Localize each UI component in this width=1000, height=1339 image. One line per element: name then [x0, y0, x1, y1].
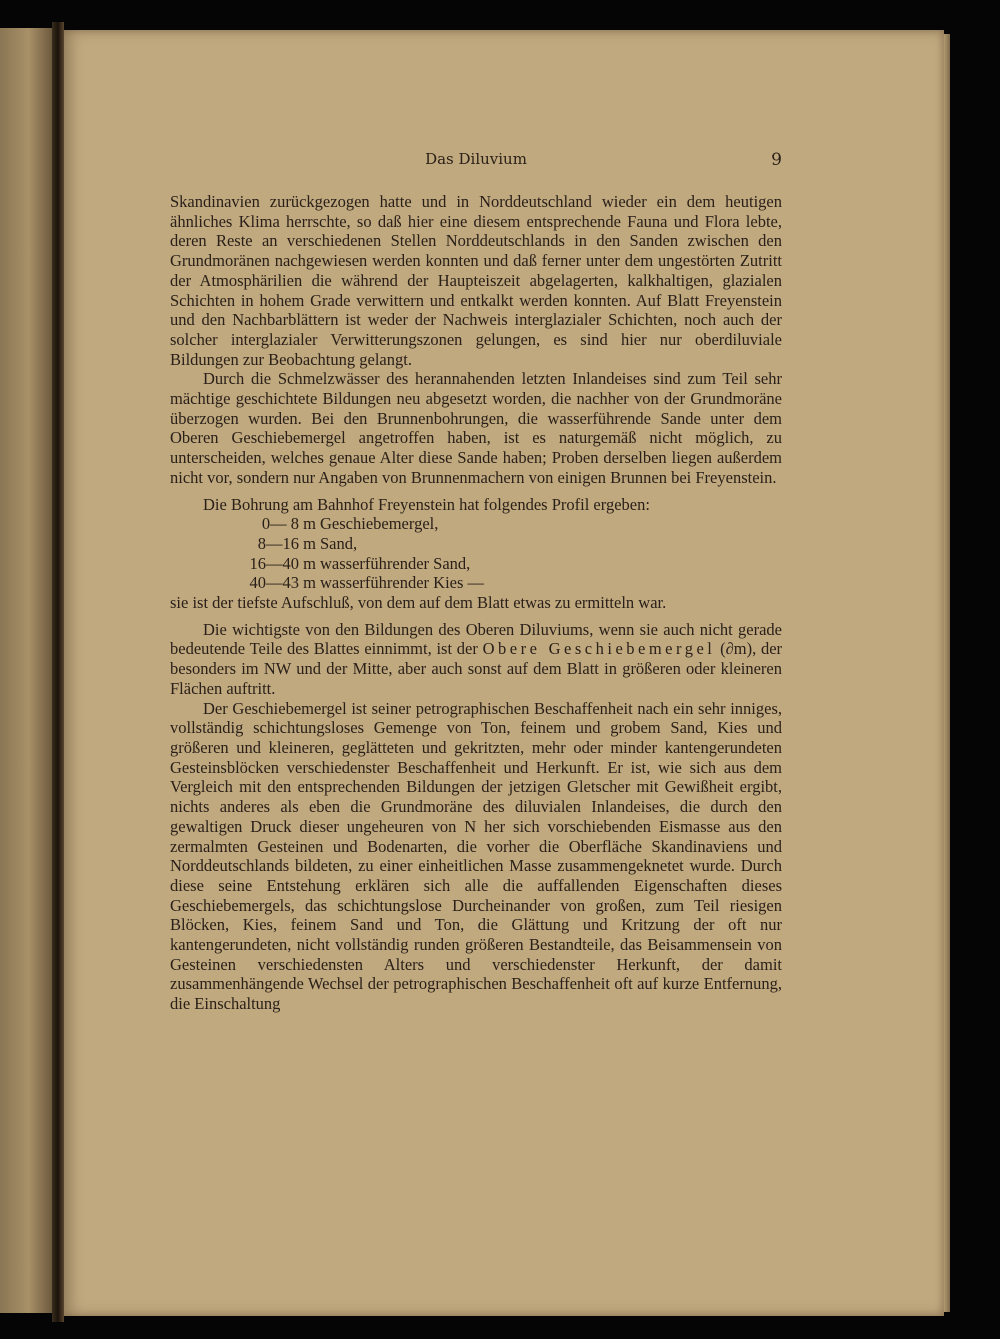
- paragraph-4: [170, 620, 782, 699]
- profile-material: Geschiebemergel,: [320, 514, 439, 534]
- profile-depth: 8—16 m: [257, 533, 316, 553]
- paragraph-3: Die Bohrung am Bahnhof Freyenstein hat folgendes Profil ergeben:: [203, 494, 650, 514]
- profile-material: wasserführender Sand,: [320, 553, 471, 573]
- paragraph-2: Durch die Schmelzwässer des herannahenden letzten Inlandeises sind zum Teil sehr mächtige geschichtete Bildungen neu abgesetzt worden, die nachher von der Grundmoräne überzogen wurden. Bei den Brunnenbohrungen, die wasserführende Sande unter dem Oberen Geschiebemergel angetroffen haben, ist es naturgemäß nicht möglich, zu unterscheiden, welches genaue Alter diese Sande haben; Proben derselben liegen außerdem nicht vor, sondern nur Angaben von Brunnenmachern von einigen Brunnen bei Freyenstein.: [170, 369, 782, 487]
- profile-row: [242, 534, 782, 554]
- paragraph-5: Der Geschiebemergel ist seiner petrographischen Beschaffenheit nach ein sehr inniges, vollständig schichtungsloses Gemenge von Ton, feinem und grobem Sand, Kies und größeren und kleineren, geglätteten und gekritzten, mehr oder minder kantengerundeten Gesteinsblöcken verschiedenster Beschaffenheit und Herkunft. Er ist, wie sich aus dem Vergleich mit den entsprechenden Bildungen der jetzigen Gletscher mit Gewißheit ergibt, nichts anderes als eben die Grundmoräne des diluvialen Inlandeises, die durch den gewaltigen Druck dieser ungeheuren von N her sich vorschiebenden Eismasse aus den zermalmten Gesteinen und Bodenarten, die vorher die Oberfläche Skandinaviens und Norddeutschlands bildeten, zu einer einheitlichen Masse zusammengeknetet wurde. Durch diese seine Entstehung erklären sich alle die auffallenden Eigenschaften dieses Geschiebemergels, das schichtungslose Durcheinander von großen, zum Teil riesigen Blöcken, Kies, feinem Sand und Ton, die Glättung und Kritzung der oft nur kantengerundeten, nicht vollständig runden größeren Bestandteile, das Beisammensein von Gesteinen verschiedensten Alters und verschiedenster Herkunft, der damit zusammenhängende Wechsel der petrographischen Beschaffenheit oft auf kurze Entfernung, die Einschaltung: [170, 698, 782, 1014]
- profile-row: [242, 554, 782, 574]
- borehole-profile: [242, 514, 782, 593]
- left-page-edge: [0, 28, 52, 1313]
- profile-depth: 16—40 m: [249, 553, 316, 573]
- profile-material: Sand,: [320, 533, 358, 553]
- profile-depth: 0— 8 m: [261, 514, 316, 534]
- profile-material: wasserführender Kies —: [320, 573, 485, 593]
- book-gutter: [52, 22, 64, 1322]
- paragraph-4-end: (∂m), der besonders im NW und der Mitte, aber auch sonst auf dem Blatt in größeren oder kleineren Flächen auftritt.: [170, 639, 783, 698]
- profile-row: [242, 514, 782, 534]
- running-title: Das Diluvium: [425, 150, 527, 168]
- paragraph-3-end: sie ist der tiefste Aufschluß, von dem auf dem Blatt etwas zu ermitteln war.: [170, 593, 667, 613]
- body-text: [170, 192, 782, 1014]
- paragraph-4-start: Die wichtigste von den Bildungen des Oberen Diluviums, wenn sie auch nicht gerade bedeutende Teile des Blattes einnimmt, ist der: [170, 619, 782, 659]
- profile-depth: 40—43 m: [249, 573, 316, 593]
- page-edge-shadow: [944, 34, 950, 1312]
- profile-row: [242, 573, 782, 593]
- running-header: [170, 150, 782, 174]
- page-number: 9: [771, 150, 782, 170]
- paragraph-1: Skandinavien zurückgezogen hatte und in Norddeutschland wieder ein dem heutigen ähnliches Klima herrschte, so daß hier eine diesem entsprechende Fauna und Flora lebte, deren Reste an verschiedenen Stellen Norddeutschlands in den Sanden zwischen den Grundmoränen nachgewiesen werden konnten und daß ferner unter dem ungestörten Zutritt der Atmosphärilien die während der Haupteiszeit abgelagerten, kalkhaltigen, glazialen Schichten in hohem Grade verwittern und entkalkt werden konnten. Auf Blatt Freyenstein und den Nachbarblättern ist weder der Nachweis interglazialer Schichten, noch auch der solcher interglazialer Verwitterungszonen gelungen, es sind hier nur oberdiluviale Bildungen zur Beobachtung gelangt.: [170, 192, 782, 369]
- spaced-term: Obere Geschiebemergel: [482, 639, 716, 659]
